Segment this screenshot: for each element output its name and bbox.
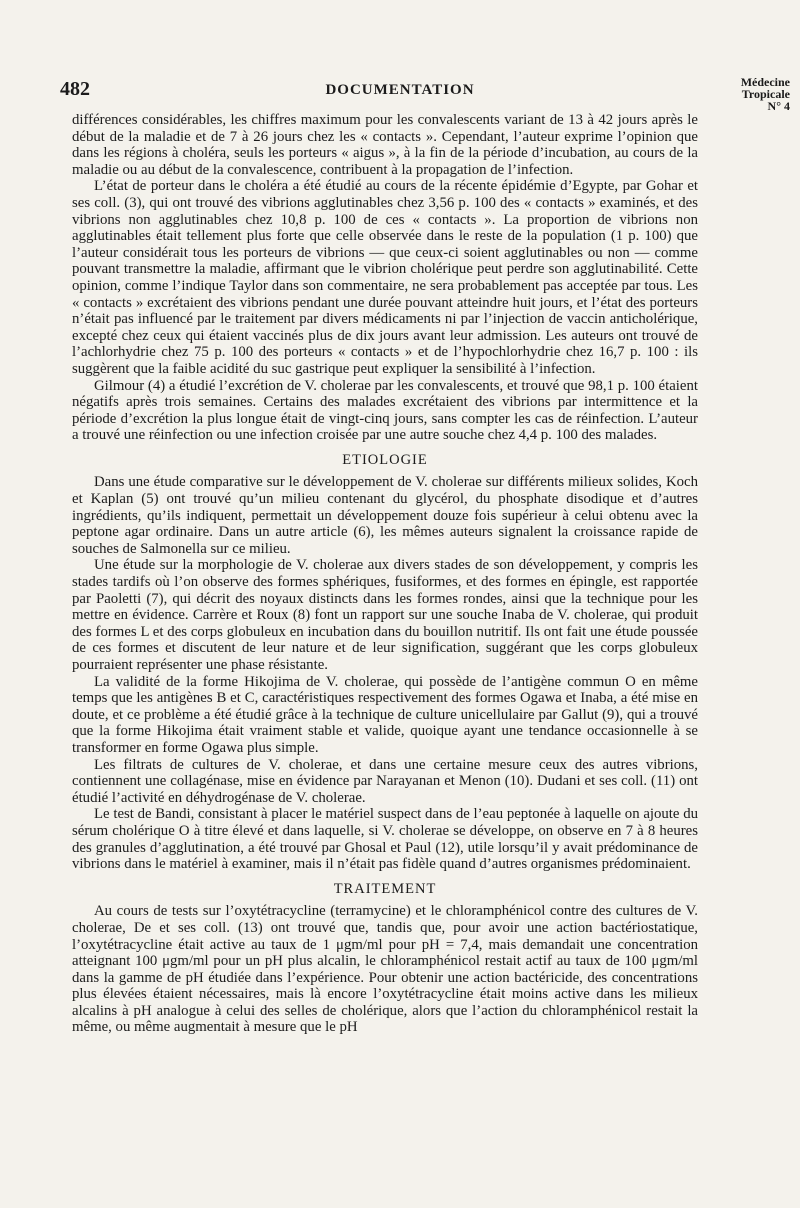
page-number: 482 [60, 78, 90, 100]
journal-line-1: Médecine [740, 75, 790, 89]
paragraph: La validité de la forme Hikojima de V. cholerae, qui possède de l’antigène commun O en même temps que les antigènes B et C, caractéristiques respectivement des formes Ogawa et Inaba, a été mise en doute, et ce problème a été étudié grâce à la technique de culture unicellulaire par Gallut (9), qui a trouvé que la forme Hikojima était vraiment stable et valide, quoique ayant une tendance occasionnelle à se transformer en forme Ogawa plus simple. [72, 673, 698, 756]
body-text [72, 112, 698, 1036]
paragraph: différences considérables, les chiffres maximum pour les convalescents variant de 13 à 42 jours après le début de la maladie et de 7 à 26 jours chez les « contacts ». Cependant, l’auteur exprime l’opinion que dans les régions à choléra, seuls les porteurs « aigus », à la fin de la période d’incubation, au cours de la maladie ou au début de la convalescence, contribuent à la propagation de l’infection. [72, 112, 698, 178]
paragraph: Le test de Bandi, consistant à placer le matériel suspect dans de l’eau peptonée à laquelle on ajoute du sérum cholérique O à titre élevé et dans laquelle, si V. cholerae se développe, on observe en 7 à 8 heures des granules d’agglutination, a été trouvé par Ghosal et Paul (12), utile lorsqu’il y avait prédominance de vibrions dans le matériel à examiner, mais il n’était pas fidèle quand d’autres organismes prédominaient. [72, 806, 698, 873]
section-heading-etiologie: ETIOLOGIE [342, 451, 428, 468]
paragraph: Les filtrats de cultures de V. cholerae, et dans une certaine mesure ceux des autres vibrions, contiennent une collagénase, mise en évidence par Narayanan et Menon (10). Dudani et ses coll. (11) ont étudié l’activité en déhydrogénase de V. cholerae. [72, 756, 698, 806]
paragraph: Dans une étude comparative sur le développement de V. cholerae sur différents milieux solides, Koch et Kaplan (5) ont trouvé qu’un milieu contenant du glycérol, du phosphate disodique et d’autres ingrédients, qu’ils indiquent, permettait un développement douze fois supérieur à celui obtenu avec la peptone agar ordinaire. Dans un autre article (6), les mêmes auteurs signalent la croissance rapide de souches de Salmonella sur ce milieu. [72, 474, 698, 557]
paragraph: Une étude sur la morphologie de V. cholerae aux divers stades de son développement, y compris les stades tardifs où l’on observe des formes sphériques, fusiformes, et des formes en épingle, est rapportée par Paoletti (7), qui décrit des noyaux distincts dans les formes rondes, ainsi que la technique pour les mettre en évidence. Carrère et Roux (8) font un rapport sur une souche Inaba de V. cholerae, qui produit des formes L et des corps globuleux en incubation dans du bouillon nutritif. Ils ont fait une étude poussée de ces formes et discutent de leur nature et de leur signification, suggérant que les corps globuleux pourraient représenter une phase résistante. [72, 557, 698, 673]
paragraph: Gilmour (4) a étudié l’excrétion de V. cholerae par les convalescents, et trouvé que 98,1 p. 100 étaient négatifs après trois semaines. Certains des malades excrétaient des vibrions par intermittence et la période d’excrétion la plus longue était de vingt-cinq jours, sans compter les cas de réinfection. L’auteur a trouvé une réinfection ou une infection croisée par une autre souche chez 4,4 p. 100 des malades. [72, 377, 698, 444]
journal-line-2: Tropicale [741, 87, 790, 101]
journal-line-3: N° 4 [767, 99, 790, 113]
paragraph: L’état de porteur dans le choléra a été étudié au cours de la récente épidémie d’Egypte, par Gohar et ses coll. (3), qui ont trouvé des vibrions agglutinables chez 3,56 p. 100 des « contacts » examinés, et des vibrions non agglutinables chez 10,8 p. 100 de ces « contacts ». La proportion de vibrions non agglutinables était tellement plus forte que celle observée dans le reste de la population (1 p. 100) que l’auteur considérait tous les porteurs de vibrions — que ceux-ci soient agglutinables ou non — comme pouvant transmettre la maladie, affirmant que le vibrion cholérique peut perdre son agglutinabilité. Cette opinion, comme l’indique Taylor dans son commentaire, ne sera probablement pas acceptée par tous. Les « contacts » excrétaient des vibrions pendant une durée pouvant atteindre huit jours, et l’état des porteurs n’était pas influencé par le traitement par divers médicaments ni par l’injection de vaccin anticholérique, excepté chez ceux qui étaient vaccinés plus de dix jours avant leur admission. Les auteurs ont trouvé de l’achlorhydrie chez 75 p. 100 des porteurs « contacts » et de l’hypochlorhydrie chez 16,7 p. 100 : ils suggèrent que la faible acidité du suc gastrique peut expliquer la sensibilité à l’infection. [72, 178, 698, 377]
paragraph: Au cours de tests sur l’oxytétracycline (terramycine) et le chloramphénicol contre des cultures de V. cholerae, De et ses coll. (13) ont trouvé que, tandis que, pour avoir une action bactériostatique, l’oxytétracycline était active au taux de 1 μgm/ml pour pH = 7,4, mais demandait une concentration atteignant 100 μgm/ml pour un pH plus alcalin, le chloramphénicol restait actif au taux de 100 μgm/ml dans la gamme de pH étudiée dans l’expérience. Pour obtenir une action bactéricide, des concentrations plus élevées étaient nécessaires, mais là encore l’oxytétracycline était moins active dans les milieux alcalins à pH analogue à celui des selles de cholérique, alors que l’action du chloramphénicol restait la même, ou même augmentait à mesure que le pH [72, 903, 698, 1036]
journal-label [698, 76, 790, 112]
section-heading-traitement: TRAITEMENT [333, 880, 437, 897]
running-title: DOCUMENTATION [325, 82, 475, 98]
